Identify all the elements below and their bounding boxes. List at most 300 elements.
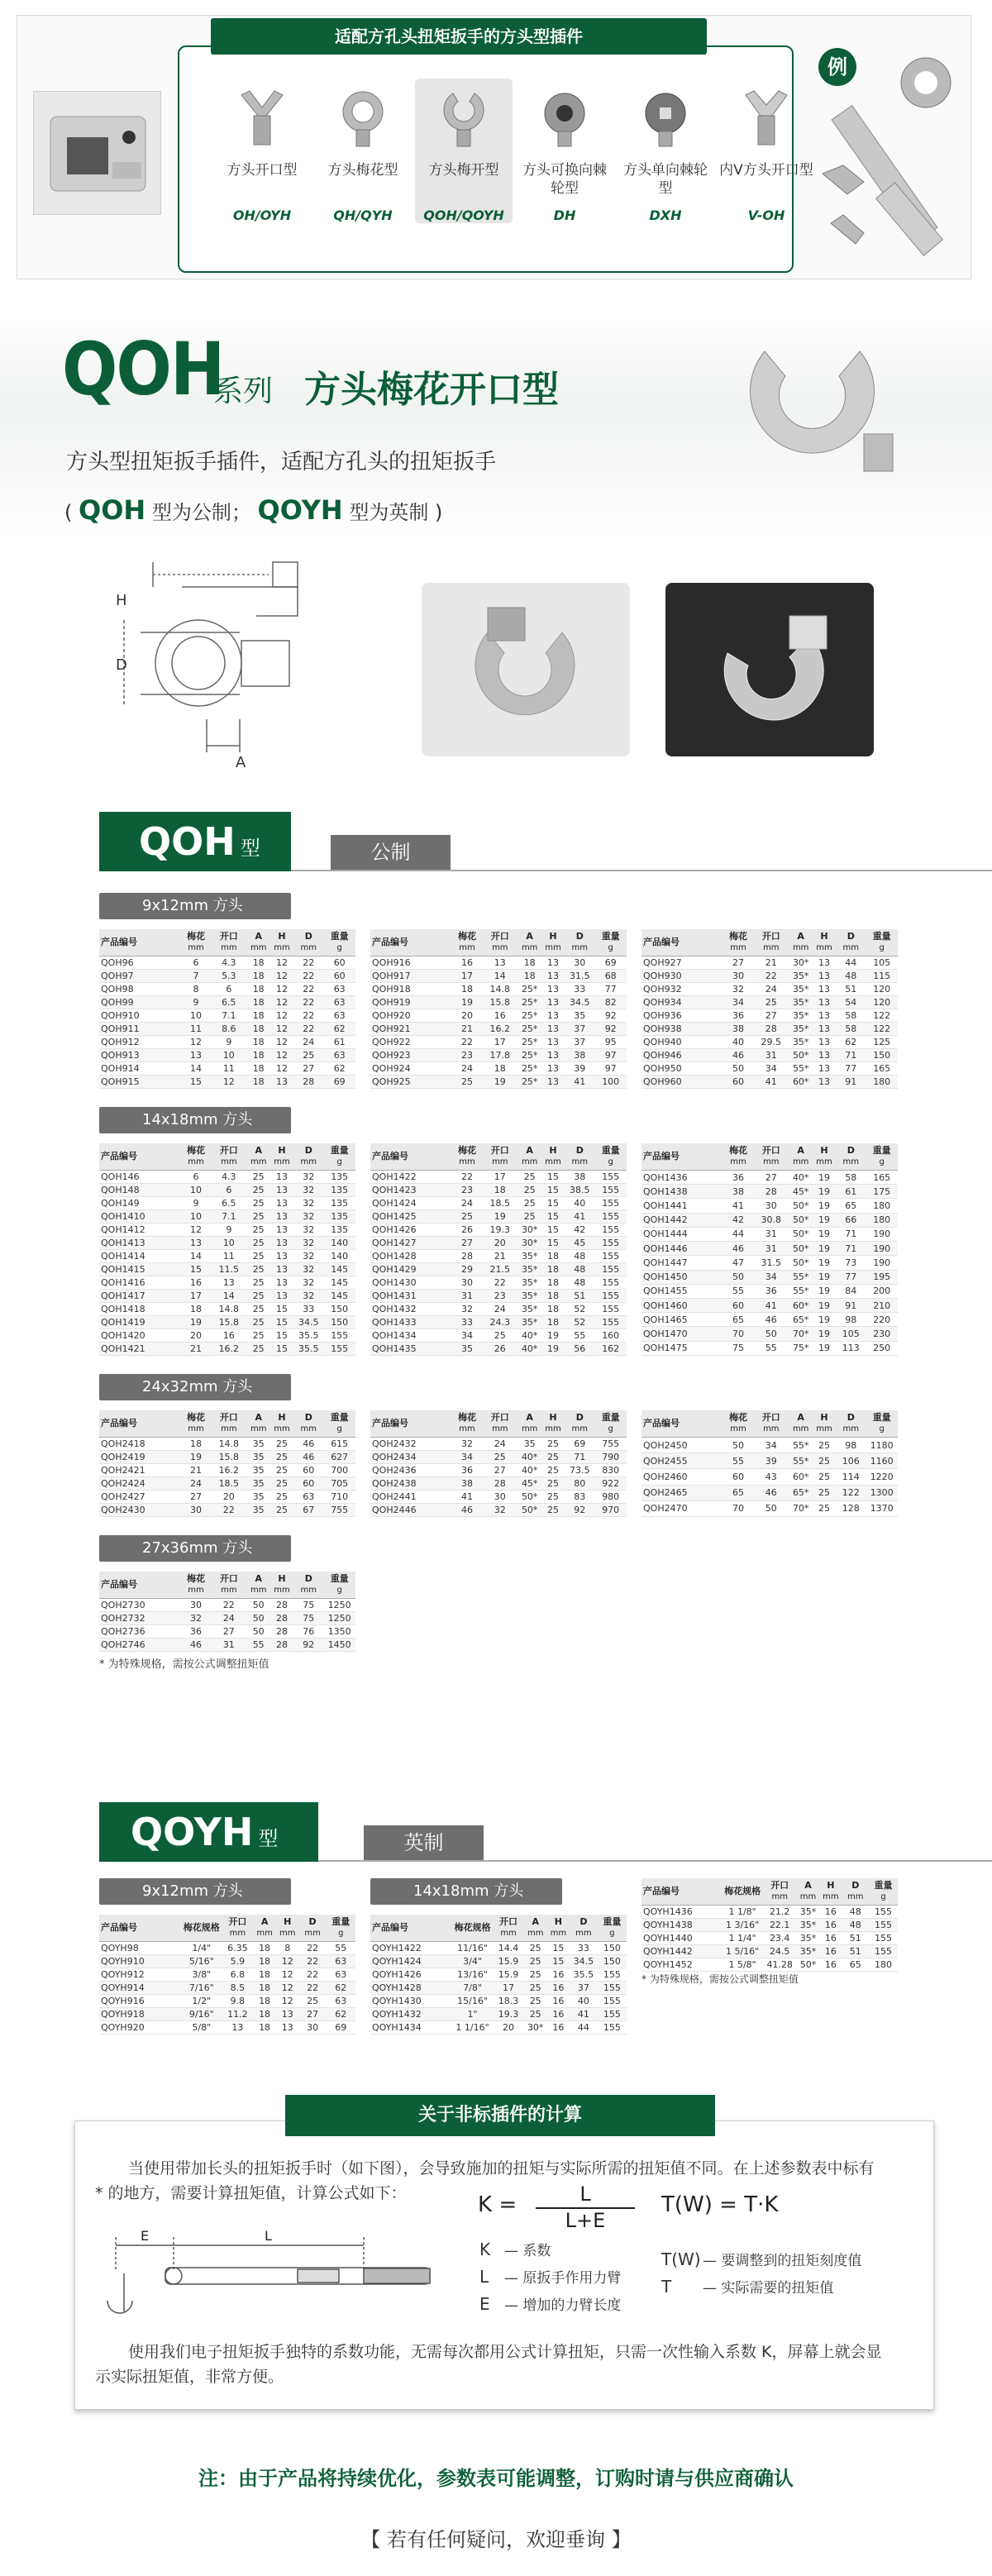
spec-cell: 145 bbox=[323, 1276, 355, 1290]
spec-cell: 12 bbox=[276, 1995, 299, 2008]
spec-row bbox=[641, 1076, 898, 1089]
spec-header-row bbox=[370, 1143, 627, 1171]
spec-row bbox=[370, 1504, 627, 1517]
spec-table-row bbox=[99, 1915, 355, 2035]
spec-cell: 35 bbox=[247, 1477, 270, 1491]
size-header: 27x36mm 方头 bbox=[99, 1535, 291, 1562]
spec-cell: QOH1436 bbox=[641, 1171, 723, 1185]
spec-cell: 710 bbox=[323, 1491, 355, 1504]
dim-h-label: H bbox=[116, 592, 127, 609]
legend-desc: — 原扳手作用力臂 bbox=[504, 2270, 622, 2287]
spec-cell: 50* bbox=[789, 1049, 813, 1062]
spec-cell: 16 bbox=[452, 956, 482, 970]
type-item-dxh[interactable]: 方头单向棘轮型 DXH bbox=[617, 79, 714, 223]
spec-row bbox=[99, 1237, 355, 1250]
spec-cell: 120 bbox=[866, 996, 898, 1009]
spec-cell: QOH2421 bbox=[99, 1464, 181, 1477]
spec-cell: 980 bbox=[594, 1491, 627, 1504]
spec-row bbox=[370, 983, 627, 996]
spec-row bbox=[641, 983, 898, 996]
spec-row bbox=[99, 1276, 355, 1290]
spec-cell: 25 bbox=[541, 1464, 565, 1477]
type-item-qoh[interactable]: 方头梅开型 QOH/QOYH bbox=[415, 79, 513, 223]
spec-row bbox=[99, 1210, 355, 1224]
spec-cell: 200 bbox=[866, 1284, 898, 1298]
spec-row bbox=[370, 2021, 627, 2035]
spec-cell: 18 bbox=[541, 1276, 565, 1290]
spec-cell: 34 bbox=[753, 1270, 789, 1284]
spec-cell: 9 bbox=[181, 1197, 211, 1210]
spec-cell: 155 bbox=[594, 1316, 627, 1329]
spec-cell: 33 bbox=[293, 1303, 323, 1316]
series-word: 系列 bbox=[213, 374, 274, 408]
spec-cell: 60 bbox=[723, 1076, 753, 1089]
spec-cell: 18 bbox=[518, 970, 541, 983]
spec-header-cell: A mm bbox=[518, 1143, 541, 1171]
spec-cell: 27 bbox=[452, 1237, 482, 1250]
spec-cell: 22 bbox=[211, 1504, 246, 1517]
spec-cell: 18 bbox=[452, 983, 482, 996]
legend-symbol: L bbox=[479, 2267, 489, 2287]
spec-cell: 35* bbox=[789, 983, 813, 996]
spec-header-cell: 重量 g bbox=[866, 929, 898, 956]
spec-cell: 60 bbox=[323, 970, 355, 983]
spec-cell: 28 bbox=[270, 1612, 293, 1625]
spec-cell: 17 bbox=[482, 1171, 517, 1184]
spec-cell: 15 bbox=[270, 1329, 293, 1343]
qoyh-groups bbox=[99, 1878, 901, 2035]
spec-cell: 50* bbox=[789, 1227, 813, 1241]
spec-cell: 1 3/16" bbox=[723, 1919, 763, 1932]
spec-cell: 55 bbox=[327, 1942, 355, 1955]
spec-cell: 50* bbox=[789, 1242, 813, 1256]
spec-cell: 12 bbox=[270, 1062, 293, 1076]
spec-cell: QOH936 bbox=[641, 1009, 723, 1023]
spec-cell: 50 bbox=[753, 1327, 789, 1341]
spec-cell: 55* bbox=[789, 1062, 813, 1076]
spec-cell: 50 bbox=[723, 1438, 753, 1453]
spec-header-cell: 开口 mm bbox=[211, 929, 246, 956]
spec-header-cell: D mm bbox=[836, 929, 866, 956]
spec-row bbox=[370, 1250, 627, 1263]
spec-cell: QOH2419 bbox=[99, 1451, 181, 1464]
spec-row bbox=[99, 1197, 355, 1210]
spec-cell: 50* bbox=[518, 1504, 541, 1517]
spec-cell: 22 bbox=[452, 1171, 482, 1184]
spec-header-cell: 重量 g bbox=[598, 1915, 627, 1942]
spec-cell: 43 bbox=[753, 1469, 789, 1485]
spec-header-cell: D mm bbox=[842, 1878, 869, 1906]
spec-row bbox=[99, 1491, 355, 1504]
spec-header-row bbox=[641, 929, 898, 956]
formula-legend-left bbox=[479, 2239, 621, 2321]
spec-cell: 24.3 bbox=[482, 1316, 517, 1329]
spec-row bbox=[641, 1256, 898, 1270]
spec-row bbox=[370, 1316, 627, 1329]
wrench-diagram bbox=[99, 2222, 463, 2325]
spec-cell: QOH1428 bbox=[370, 1250, 452, 1263]
spec-cell: 60 bbox=[723, 1469, 753, 1485]
spec-header-cell: 开口 mm bbox=[763, 1878, 797, 1906]
spec-cell: 15 bbox=[181, 1076, 211, 1089]
spec-cell: 14 bbox=[181, 1062, 211, 1076]
spec-cell: 56 bbox=[565, 1343, 594, 1356]
spec-cell: 13 bbox=[270, 1276, 293, 1290]
spec-cell: 6 bbox=[181, 956, 211, 970]
spec-cell: 14.4 bbox=[493, 1942, 524, 1955]
formula-tw: T(W) = T·K bbox=[661, 2192, 779, 2217]
spec-cell: 25 bbox=[518, 1171, 541, 1184]
spec-cell: QOH1415 bbox=[99, 1263, 181, 1276]
spec-cell: QOH946 bbox=[641, 1049, 723, 1062]
spec-cell: 13 bbox=[222, 2021, 254, 2035]
spec-row bbox=[99, 1451, 355, 1464]
spec-cell: 18 bbox=[518, 956, 541, 970]
spec-cell: 1 5/16" bbox=[723, 1945, 763, 1958]
spec-cell: 92 bbox=[594, 1009, 627, 1023]
spec-cell: 32 bbox=[452, 1438, 482, 1451]
spec-cell: 230 bbox=[866, 1327, 898, 1341]
spec-cell: 63 bbox=[293, 1491, 323, 1504]
spec-cell: 32 bbox=[293, 1263, 323, 1276]
v-open-end-icon bbox=[718, 79, 815, 161]
spec-cell: 22 bbox=[293, 996, 323, 1009]
spec-cell: QOH1433 bbox=[370, 1316, 452, 1329]
spec-cell: 13 bbox=[270, 1263, 293, 1276]
spec-cell: 22 bbox=[293, 1023, 323, 1036]
spec-cell: 52 bbox=[565, 1303, 594, 1316]
spec-header-cell: 梅花 mm bbox=[452, 1410, 482, 1438]
spec-cell: 970 bbox=[594, 1504, 627, 1517]
spec-row bbox=[370, 1477, 627, 1491]
spec-cell: 17 bbox=[493, 1982, 524, 1995]
spec-cell: 16 bbox=[547, 1982, 570, 1995]
spec-cell: 150 bbox=[866, 1049, 898, 1062]
example-badge: 例 bbox=[818, 48, 856, 86]
spec-cell: 23.4 bbox=[763, 1932, 797, 1945]
spec-cell: 41 bbox=[753, 1076, 789, 1089]
spec-header-cell: 梅花 mm bbox=[452, 929, 482, 956]
type-item-voh[interactable]: 内V方头开口型 V-OH bbox=[718, 79, 815, 223]
spec-cell: QOH930 bbox=[641, 970, 723, 983]
size-header: 9x12mm 方头 bbox=[99, 1878, 291, 1905]
spec-cell: 55* bbox=[789, 1284, 813, 1298]
spec-header-cell: A mm bbox=[524, 1915, 547, 1942]
spec-header-cell: A mm bbox=[518, 1410, 541, 1438]
spec-cell: 14 bbox=[211, 1290, 246, 1303]
spec-cell: 69 bbox=[594, 956, 627, 970]
spec-cell: 22 bbox=[293, 970, 323, 983]
spec-row bbox=[641, 1485, 898, 1500]
series-model: QOH bbox=[62, 327, 224, 412]
spec-cell: QOH149 bbox=[99, 1197, 181, 1210]
spec-cell: QOH98 bbox=[99, 983, 181, 996]
spec-cell: QOH2432 bbox=[370, 1438, 452, 1451]
spec-cell: 25 bbox=[270, 1438, 293, 1451]
spec-cell: 26 bbox=[482, 1343, 517, 1356]
spec-cell: 790 bbox=[594, 1451, 627, 1464]
spec-cell: 190 bbox=[866, 1242, 898, 1256]
spec-header-cell: H mm bbox=[276, 1915, 299, 1942]
spec-cell: 13 bbox=[270, 1076, 293, 1089]
spec-header-row bbox=[99, 1915, 355, 1942]
spec-cell: 46 bbox=[293, 1451, 323, 1464]
spec-cell: 60 bbox=[293, 1477, 323, 1491]
spec-header-cell: D mm bbox=[565, 1143, 594, 1171]
spec-cell: 20 bbox=[181, 1329, 211, 1343]
spec-cell: 16 bbox=[482, 1009, 517, 1023]
qoh-tables bbox=[99, 893, 901, 1671]
spec-cell: 22 bbox=[299, 1955, 327, 1968]
spec-cell: 6 bbox=[211, 1184, 246, 1197]
spec-header-cell: D mm bbox=[570, 1915, 598, 1942]
spec-cell: 13 bbox=[813, 970, 836, 983]
spec-cell: 27 bbox=[211, 1625, 246, 1639]
spec-cell: 51 bbox=[842, 1932, 869, 1945]
spec-cell: 62 bbox=[323, 1062, 355, 1076]
spec-cell: 34 bbox=[452, 1329, 482, 1343]
spec-row bbox=[370, 2008, 627, 2021]
spec-cell: QOH2446 bbox=[370, 1504, 452, 1517]
spec-cell: 36 bbox=[181, 1625, 211, 1639]
spec-cell: 67 bbox=[293, 1504, 323, 1517]
spec-cell: 150 bbox=[598, 1955, 627, 1968]
spec-cell: 31 bbox=[753, 1242, 789, 1256]
spec-cell: 35* bbox=[789, 1023, 813, 1036]
spec-cell: 55 bbox=[723, 1453, 753, 1469]
spec-cell: 9.8 bbox=[222, 1995, 254, 2008]
spec-cell: 28 bbox=[753, 1185, 789, 1199]
spec-cell: 13/16" bbox=[452, 1968, 493, 1982]
spec-cell: QOYH1438 bbox=[641, 1919, 723, 1932]
type-item-qh[interactable]: 方头梅花型 QH/QYH bbox=[314, 79, 412, 223]
spec-cell: 24 bbox=[482, 1438, 517, 1451]
spec-cell: 155 bbox=[869, 1906, 898, 1919]
spec-cell: 18 bbox=[247, 1076, 270, 1089]
spec-cell: 46 bbox=[181, 1639, 211, 1652]
spec-cell: QOYH1430 bbox=[370, 1995, 452, 2008]
spec-row bbox=[641, 1023, 898, 1036]
spec-cell: QOH1470 bbox=[641, 1327, 723, 1341]
spec-cell: QOH2430 bbox=[99, 1504, 181, 1517]
spec-header-row bbox=[370, 1915, 627, 1942]
spec-cell: 25 bbox=[541, 1504, 565, 1517]
spec-row bbox=[370, 1451, 627, 1464]
spec-cell: 50 bbox=[723, 1270, 753, 1284]
spec-cell: 1 1/16" bbox=[452, 2021, 493, 2035]
spec-cell: 700 bbox=[323, 1464, 355, 1477]
spec-cell: 46 bbox=[753, 1485, 789, 1500]
spec-header-cell: 开口 mm bbox=[753, 1410, 789, 1438]
type-item-dh[interactable]: 方头可换向棘轮型 DH bbox=[516, 79, 613, 223]
spec-cell: 32 bbox=[482, 1504, 517, 1517]
spec-row bbox=[370, 1303, 627, 1316]
spec-cell: 25 bbox=[247, 1210, 270, 1224]
spec-header-row bbox=[641, 1143, 898, 1171]
spec-cell: 27 bbox=[753, 1171, 789, 1185]
spec-cell: 25 bbox=[813, 1438, 836, 1453]
spec-cell: QOH2436 bbox=[370, 1464, 452, 1477]
spec-cell: 18 bbox=[253, 1995, 276, 2008]
spec-cell: 25 bbox=[813, 1453, 836, 1469]
spec-cell: 25 bbox=[299, 1995, 327, 2008]
spec-cell: 51 bbox=[836, 983, 866, 996]
spec-cell: 24.5 bbox=[763, 1945, 797, 1958]
spec-header-cell: 梅花 mm bbox=[452, 1143, 482, 1171]
spec-cell: 50* bbox=[789, 1199, 813, 1213]
spec-row bbox=[99, 1639, 355, 1652]
spec-cell: 705 bbox=[323, 1477, 355, 1491]
spec-cell: 12 bbox=[270, 1023, 293, 1036]
spec-cell: 19.3 bbox=[482, 1224, 517, 1237]
spec-header-cell: 重量 g bbox=[327, 1915, 355, 1942]
spec-header-cell: H mm bbox=[541, 929, 565, 956]
spec-header-cell: 开口 mm bbox=[211, 1410, 246, 1438]
spec-cell: QOH1412 bbox=[99, 1224, 181, 1237]
spec-cell: QOYH1442 bbox=[641, 1945, 723, 1958]
spec-cell: 39 bbox=[565, 1062, 594, 1076]
spec-cell: 25 bbox=[524, 1968, 547, 1982]
spec-cell: 25 bbox=[247, 1184, 270, 1197]
spec-cell: 155 bbox=[598, 2008, 627, 2021]
spec-cell: QOH940 bbox=[641, 1036, 723, 1049]
spec-cell: 18 bbox=[247, 970, 270, 983]
spec-header-cell: D mm bbox=[293, 1410, 323, 1438]
spec-cell: 27 bbox=[293, 1062, 323, 1076]
spec-cell: 73 bbox=[836, 1256, 866, 1270]
spec-cell: 1" bbox=[452, 2008, 493, 2021]
spec-row bbox=[99, 1968, 355, 1982]
spec-row bbox=[370, 1049, 627, 1062]
spec-cell: 65* bbox=[789, 1313, 813, 1327]
spec-cell: 50* bbox=[789, 1256, 813, 1270]
spec-cell: 25* bbox=[518, 1036, 541, 1049]
spec-cell: 18 bbox=[541, 1263, 565, 1276]
qoyh-label: QOYH 型 bbox=[99, 1802, 318, 1862]
spec-header-cell: D mm bbox=[293, 1572, 323, 1599]
spec-row bbox=[641, 1298, 898, 1312]
spec-cell: 25 bbox=[524, 1982, 547, 1995]
spec-group-header bbox=[99, 893, 901, 919]
spec-header-cell: 开口 mm bbox=[211, 1572, 246, 1599]
spec-cell: 73.5 bbox=[565, 1464, 594, 1477]
calc-intro: 当使用带加长头的扭矩扳手时（如下图），会导致施加的扭矩与实际所需的扭矩值不同。在上述参数表中标有 * 的地方，需要计算扭矩值，计算公式如下： bbox=[95, 2159, 875, 2202]
spec-cell: 155 bbox=[594, 1250, 627, 1263]
spec-cell: 16 bbox=[547, 2021, 570, 2035]
legend-line bbox=[479, 2293, 621, 2314]
spec-header-cell: 产品编号 bbox=[99, 1410, 181, 1438]
spec-cell: 6.5 bbox=[211, 1197, 246, 1210]
spec-cell: 25 bbox=[524, 1995, 547, 2008]
spec-table bbox=[99, 1143, 355, 1356]
spec-group bbox=[99, 1374, 901, 1517]
spec-header-cell: 产品编号 bbox=[641, 1878, 723, 1906]
spec-cell: 5/8" bbox=[181, 2021, 222, 2035]
spec-cell: 13 bbox=[813, 983, 836, 996]
spec-row bbox=[370, 1343, 627, 1356]
metric-imperial-note: ( QOH 型为公制； QOYH 型为英制 ) bbox=[64, 494, 443, 526]
legend-line bbox=[661, 2276, 861, 2297]
spec-header-cell: 开口 mm bbox=[482, 1410, 517, 1438]
spec-header-cell: 产品编号 bbox=[641, 1410, 723, 1438]
spec-cell: 4.3 bbox=[211, 1171, 246, 1184]
footer-contact: 【 若有任何疑问，欢迎垂询 】 bbox=[360, 2528, 632, 2551]
spec-cell: 31.5 bbox=[565, 970, 594, 983]
spec-cell: 71 bbox=[836, 1242, 866, 1256]
spec-cell: 18 bbox=[541, 1316, 565, 1329]
spec-cell: 19 bbox=[813, 1313, 836, 1327]
spec-cell: 13 bbox=[813, 956, 836, 970]
spec-cell: 13 bbox=[270, 1224, 293, 1237]
spec-cell: QOH1450 bbox=[641, 1270, 723, 1284]
spec-cell: 15 bbox=[541, 1237, 565, 1250]
spec-cell: 15 bbox=[270, 1316, 293, 1329]
spec-cell: 19 bbox=[813, 1298, 836, 1312]
spec-cell: QOH1441 bbox=[641, 1199, 723, 1213]
spec-cell: 19 bbox=[482, 1076, 517, 1089]
spec-cell: QOYH918 bbox=[99, 2008, 181, 2021]
spec-cell: QOH146 bbox=[99, 1171, 181, 1184]
spec-cell: 18 bbox=[247, 1036, 270, 1049]
spec-cell: QOH2470 bbox=[641, 1500, 723, 1516]
spec-cell: 30 bbox=[565, 956, 594, 970]
spec-cell: 15 bbox=[270, 1303, 293, 1316]
footnote: * 为特殊规格，需按公式调整扭矩值 bbox=[99, 1658, 269, 1671]
spec-cell: 30* bbox=[789, 956, 813, 970]
spec-cell: 35* bbox=[789, 996, 813, 1009]
spec-row bbox=[641, 1341, 898, 1355]
spec-cell: 25 bbox=[247, 1224, 270, 1237]
spec-header-cell: A mm bbox=[247, 1410, 270, 1438]
spec-header-cell: A mm bbox=[247, 1143, 270, 1171]
spec-cell: 165 bbox=[866, 1171, 898, 1185]
spec-cell: 16 bbox=[819, 1958, 842, 1972]
spec-cell: 15.8 bbox=[211, 1316, 246, 1329]
size-header: 24x32mm 方头 bbox=[99, 1374, 291, 1400]
spec-cell: 40* bbox=[518, 1343, 541, 1356]
type-item-oh[interactable]: 方头开口型 OH/OYH bbox=[213, 79, 311, 223]
spec-cell: 13 bbox=[181, 1237, 211, 1250]
spec-cell: 25 bbox=[524, 1942, 547, 1955]
spec-cell: 25 bbox=[270, 1451, 293, 1464]
formula-fraction: L L+E bbox=[536, 2182, 635, 2232]
spec-cell: 13 bbox=[482, 956, 517, 970]
spec-cell: 125 bbox=[866, 1036, 898, 1049]
spec-cell: 14 bbox=[482, 970, 517, 983]
spec-cell: 250 bbox=[866, 1341, 898, 1355]
spec-table bbox=[370, 929, 627, 1089]
spec-cell: 1 5/8" bbox=[723, 1958, 763, 1972]
spec-cell: 830 bbox=[594, 1464, 627, 1477]
spec-cell: 28 bbox=[753, 1023, 789, 1036]
spec-cell: 60 bbox=[323, 956, 355, 970]
spec-cell: 17 bbox=[452, 970, 482, 983]
spec-cell: 36 bbox=[753, 1284, 789, 1298]
spec-cell: 25* bbox=[518, 1049, 541, 1062]
spec-cell: 155 bbox=[323, 1329, 355, 1343]
spec-cell: QOH2746 bbox=[99, 1639, 181, 1652]
spec-cell: 46 bbox=[723, 1242, 753, 1256]
spec-cell: 22.1 bbox=[763, 1919, 797, 1932]
spec-cell: 135 bbox=[323, 1184, 355, 1197]
reversible-ratchet-icon bbox=[516, 79, 613, 161]
spec-header-cell: 开口 mm bbox=[482, 929, 517, 956]
spec-cell: 48 bbox=[842, 1906, 869, 1919]
spec-cell: 58 bbox=[836, 1171, 866, 1185]
spec-cell: QOYH98 bbox=[99, 1942, 181, 1955]
spec-row bbox=[641, 1438, 898, 1453]
spec-cell: 22 bbox=[211, 1599, 246, 1612]
